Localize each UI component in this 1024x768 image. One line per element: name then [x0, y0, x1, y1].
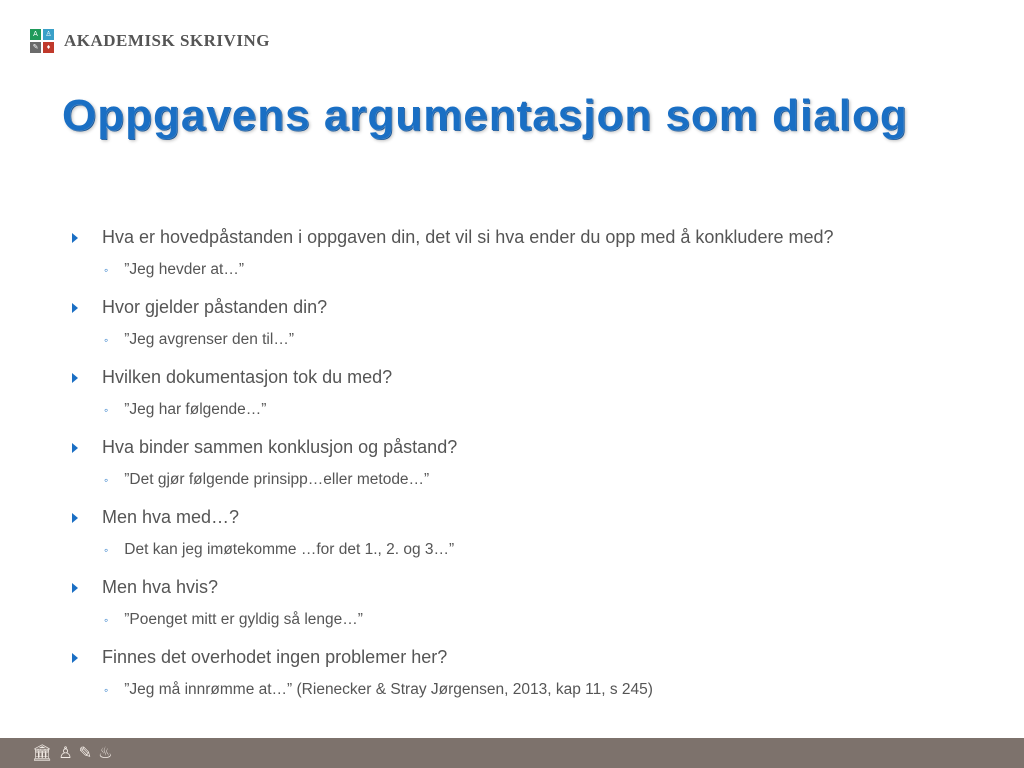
- footer-bar: [0, 738, 1024, 768]
- sub-bullet-text: ”Jeg må innrømme at…” (Rienecker & Stray Jørgensen, 2013, kap 11, s 245): [124, 681, 653, 698]
- arrow-bullet-icon: [72, 653, 78, 663]
- bullet-item: [72, 296, 972, 318]
- circle-bullet-icon: ◦: [104, 543, 109, 557]
- bullet-item: [72, 506, 972, 528]
- bullet-item: [72, 576, 972, 598]
- circle-bullet-icon: ◦: [104, 473, 109, 487]
- circle-bullet-icon: ◦: [104, 403, 109, 417]
- bullet-text: Hva binder sammen konklusjon og påstand?: [102, 437, 458, 457]
- sub-bullet-item: [72, 540, 972, 560]
- sub-bullet-item: [72, 400, 972, 420]
- sub-bullet-text: ”Poenget mitt er gyldig så lenge…”: [124, 611, 363, 628]
- bullet-text: Men hva med…?: [102, 507, 240, 527]
- bullet-text: Hvilken dokumentasjon tok du med?: [102, 367, 393, 387]
- circle-bullet-icon: ◦: [104, 333, 109, 347]
- slide-title: Oppgavens argumentasjon som dialog: [62, 91, 908, 140]
- arrow-bullet-icon: [72, 373, 78, 383]
- figure-icon: ♙: [58, 745, 73, 762]
- arrow-bullet-icon: [72, 513, 78, 523]
- footer-icons: [32, 743, 112, 763]
- circle-bullet-icon: ◦: [104, 683, 109, 697]
- brand-name: AKADEMISK SKRIVING: [64, 31, 270, 50]
- arrow-bullet-icon: [72, 233, 78, 243]
- pen-icon: ✎: [78, 745, 93, 762]
- sub-bullet-item: [72, 330, 972, 350]
- arrow-bullet-icon: [72, 443, 78, 453]
- bullet-text: Finnes det overhodet ingen problemer her?: [102, 647, 448, 667]
- sub-bullet-text: ”Jeg avgrenser den til…”: [124, 331, 294, 348]
- building-icon: 🏛: [32, 745, 53, 762]
- bullet-item: [72, 226, 972, 248]
- arrow-bullet-icon: [72, 583, 78, 593]
- bullet-item: [72, 366, 972, 388]
- sub-bullet-item: [72, 680, 972, 700]
- bullet-text: Men hva hvis?: [102, 577, 219, 597]
- bullet-text: Hva er hovedpåstanden i oppgaven din, det vil si hva ender du opp med å konkludere med?: [102, 227, 834, 247]
- bullet-item: [72, 646, 972, 668]
- arrow-bullet-icon: [72, 303, 78, 313]
- cup-icon: ♨: [98, 745, 113, 762]
- circle-bullet-icon: ◦: [104, 263, 109, 277]
- sub-bullet-text: ”Det gjør følgende prinsipp…eller metode…”: [124, 471, 430, 488]
- circle-bullet-icon: ◦: [104, 613, 109, 627]
- akademisk-logo-icon: A ♙ ✎ ♦: [30, 29, 54, 53]
- sub-bullet-text: ”Jeg har følgende…”: [124, 401, 267, 418]
- sub-bullet-item: [72, 470, 972, 490]
- bullet-text: Hvor gjelder påstanden din?: [102, 297, 328, 317]
- sub-bullet-item: [72, 260, 972, 280]
- sub-bullet-text: Det kan jeg imøtekomme …for det 1., 2. og 3…”: [124, 541, 455, 558]
- sub-bullet-text: ”Jeg hevder at…”: [124, 261, 245, 278]
- bullet-item: [72, 436, 972, 458]
- brand-header: [30, 28, 270, 54]
- sub-bullet-item: [72, 610, 972, 630]
- bullet-list: [72, 226, 972, 716]
